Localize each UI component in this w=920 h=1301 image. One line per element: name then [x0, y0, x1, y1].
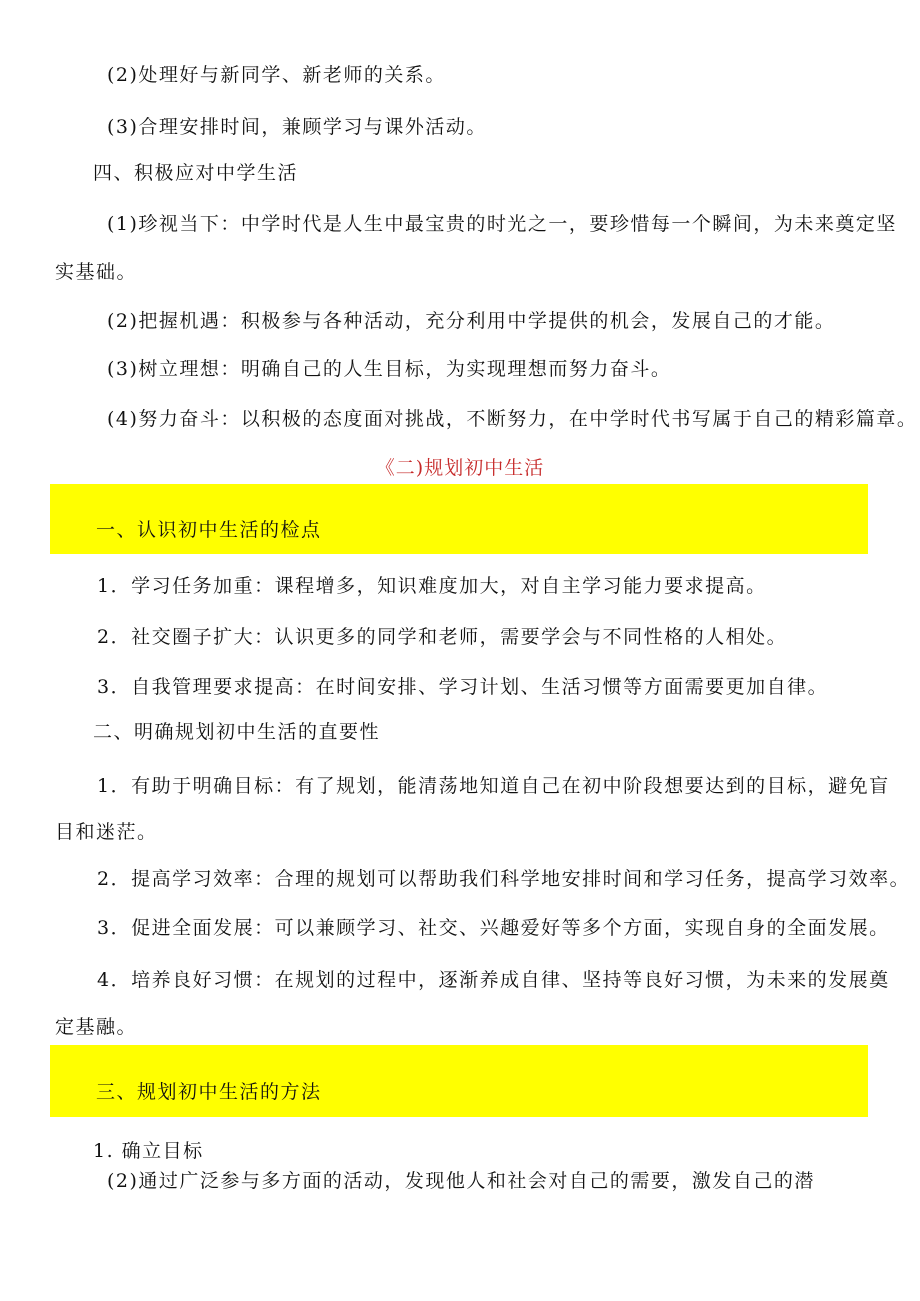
section-title: 《二)规划初中生活: [375, 457, 545, 479]
paragraph-line: (3)树立理想：明确自己的人生目标，为实现理想而努力奋斗。: [107, 358, 672, 380]
list-item: 3．自我管理要求提高：在时间安排、学习计划、生活习惯等方面需要更加自律。: [97, 676, 829, 698]
highlight-band: [50, 484, 868, 554]
list-item: 1．有助于明确目标：有了规划，能清荡地知道自己在初中阶段想要达到的目标，避免盲: [97, 775, 890, 797]
paragraph-line: (1)珍视当下：中学时代是人生中最宝贵的时光之一，要珍惜每一个瞬间，为未来奠定坚: [107, 213, 897, 235]
list-item: 2．社交圈子扩大：认识更多的同学和老师，需要学会与不同性格的人相处。: [97, 626, 788, 648]
section-heading: 四、积极应对中学生活: [93, 162, 299, 184]
paragraph-line: (2)处理好与新同学、新老师的关系。: [107, 64, 446, 86]
list-item: 2．提高学习效率：合理的规划可以帮助我们科学地安排时间和学习任务，提高学习效率。: [97, 868, 911, 890]
list-item: 目和迷茫。: [55, 821, 158, 843]
paragraph-line: (2)把握机遇：积极参与各种活动，充分利用中学提供的机会，发展自己的才能。: [107, 310, 836, 332]
list-item: 3．促进全面发展：可以兼顾学习、社交、兴趣爱好等多个方面，实现自身的全面发展。: [97, 917, 890, 939]
list-item: 定基融。: [55, 1016, 138, 1038]
paragraph-line: (2)通过广泛参与多方面的活动，发现他人和社会对自己的需要，激发自己的潜: [107, 1170, 815, 1192]
paragraph-line: (3)合理安排时间，兼顾学习与课外活动。: [107, 116, 487, 138]
list-item: 1．学习任务加重：课程增多，知识难度加大，对自主学习能力要求提高。: [97, 575, 767, 597]
section-heading: 三、规划初中生活的方法: [96, 1081, 322, 1103]
section-heading: 一、认识初中生活的检点: [96, 519, 322, 541]
paragraph-line: (4)努力奋斗：以积极的态度面对挑战，不断努力，在中学时代书写属于自己的精彩篇章。: [107, 408, 918, 430]
paragraph-line: 实基础。: [55, 261, 138, 283]
list-item: 4．培养良好习惯：在规划的过程中，逐渐养成自律、坚持等良好习惯，为未来的发展奠: [97, 969, 890, 991]
highlight-band: [50, 1045, 868, 1117]
section-heading: 二、明确规划初中生活的直要性: [93, 721, 381, 743]
list-item: 1. 确立目标: [93, 1140, 204, 1162]
